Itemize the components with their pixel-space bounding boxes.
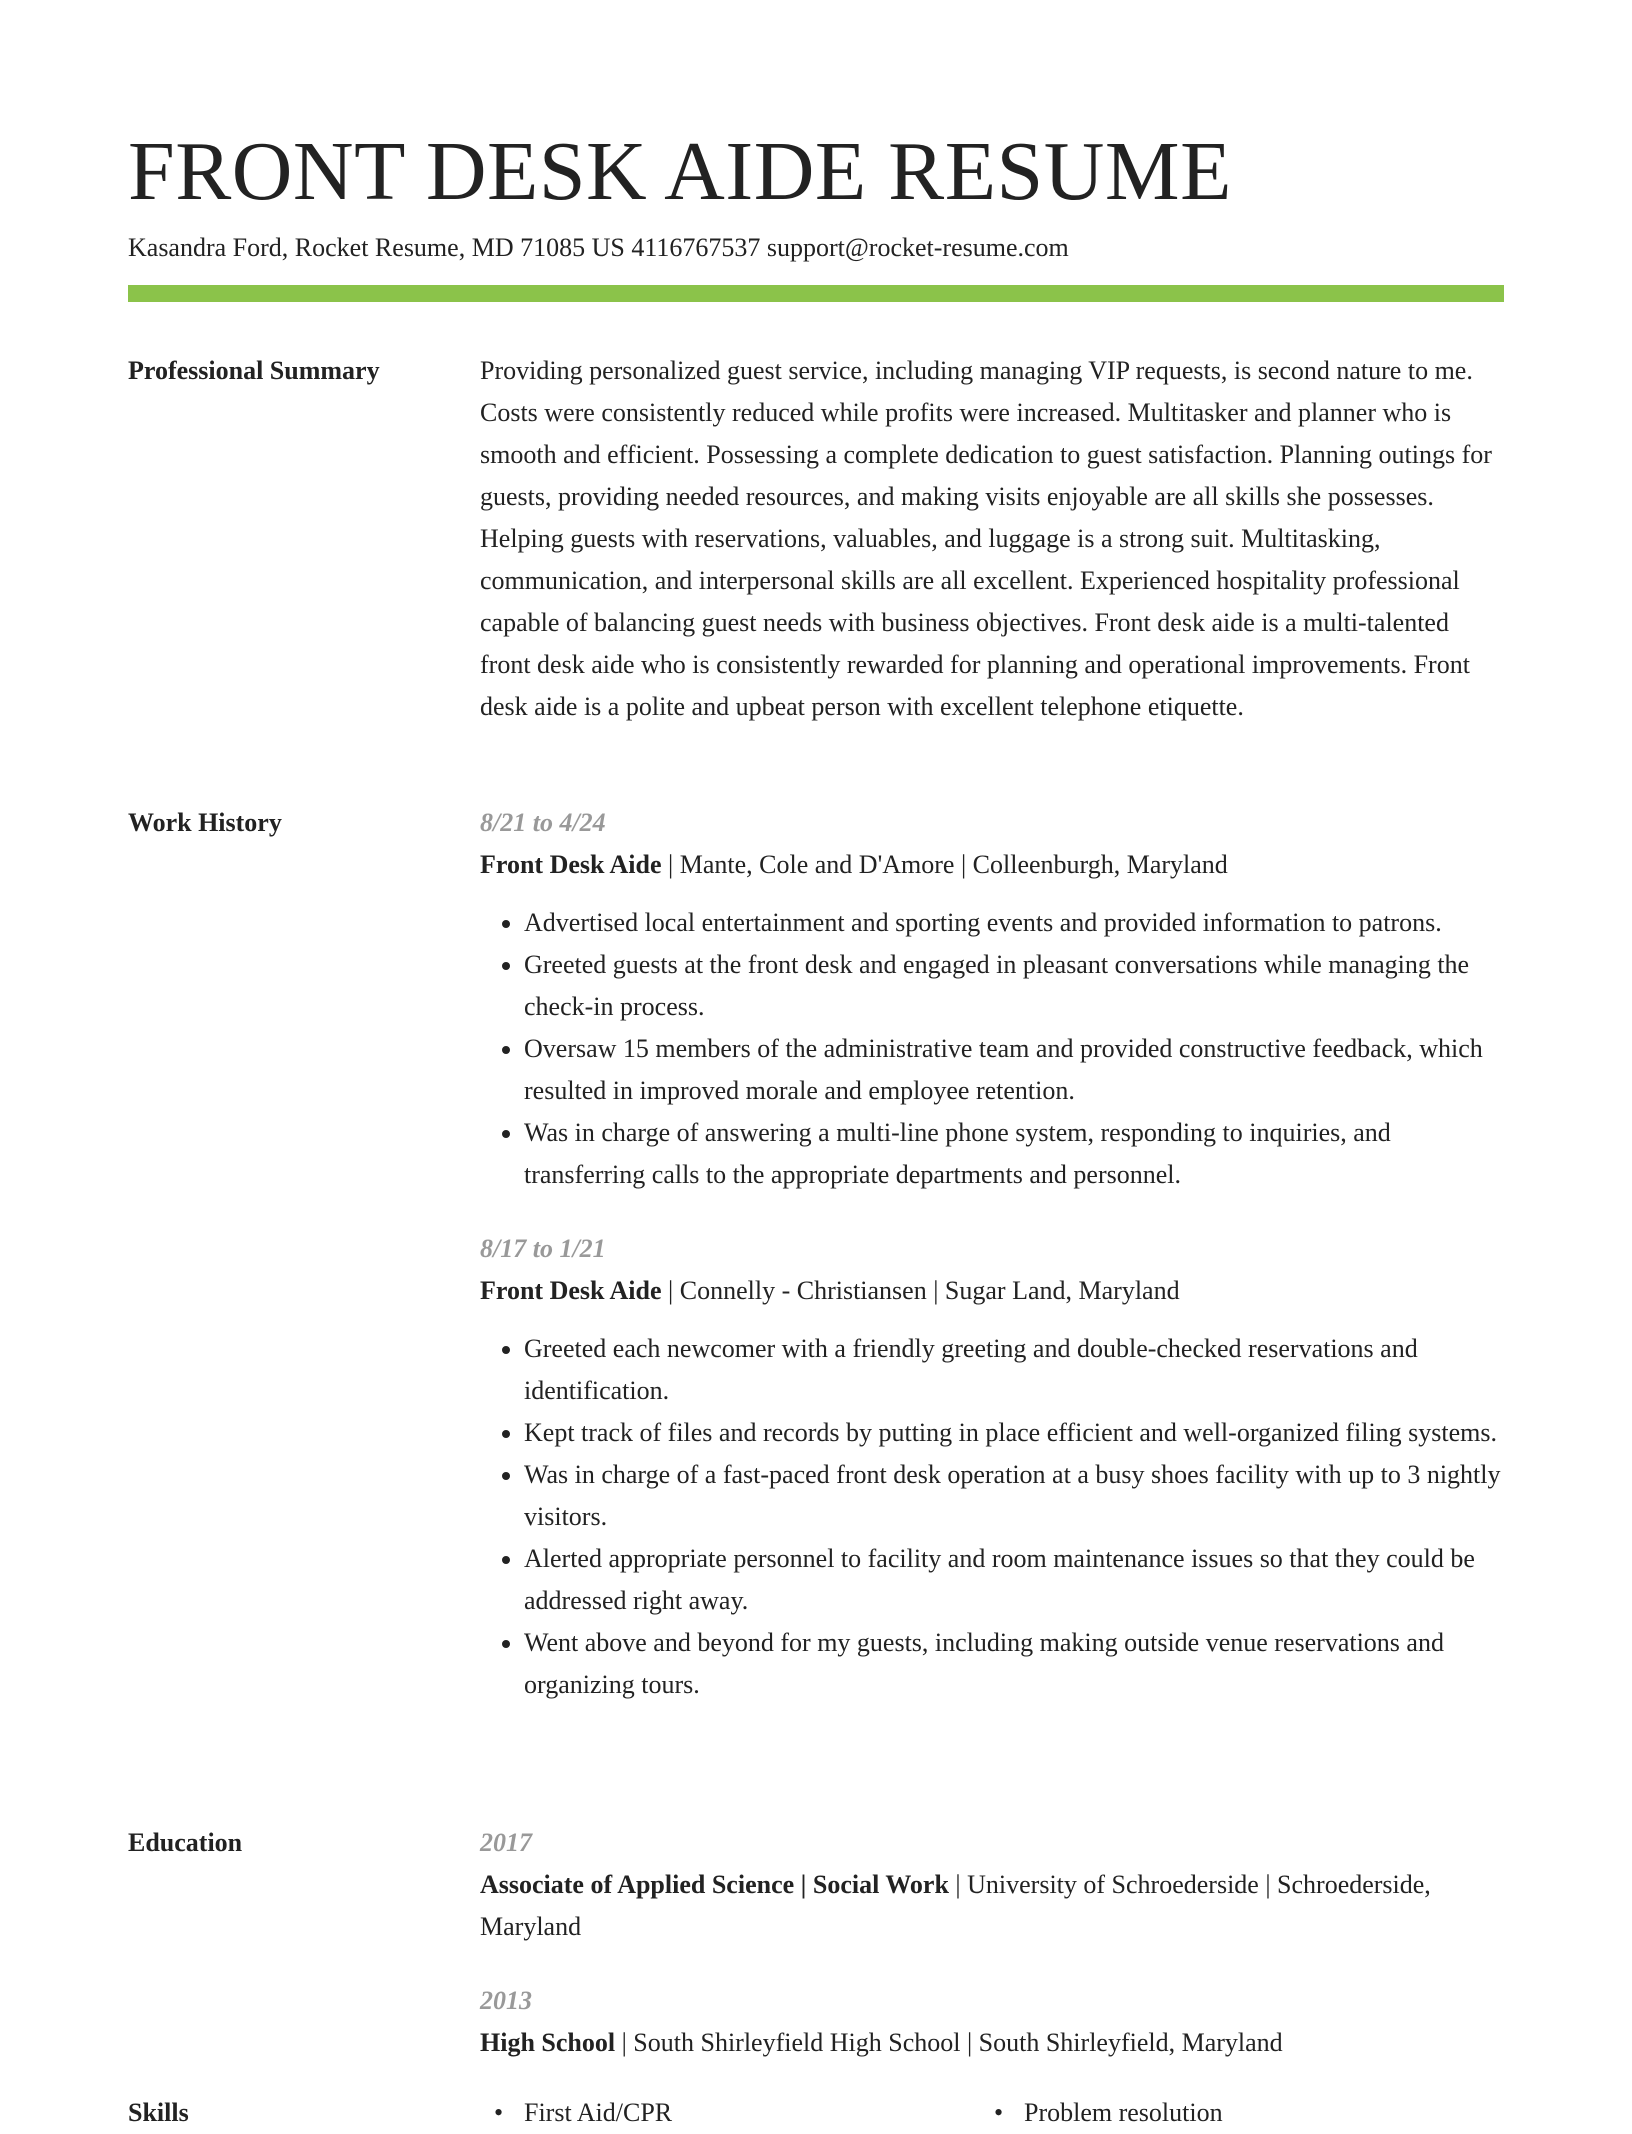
- work-history-heading: Work History: [128, 808, 282, 837]
- job-heading: [480, 844, 1504, 886]
- education-entry: [480, 1822, 1504, 1948]
- job-dates: 8/17 to 1/21: [480, 1234, 606, 1263]
- skills-heading: Skills: [128, 2098, 189, 2127]
- job-bullet: • Was in charge of answering a multi-line phone system, responding to inquiries, and transferring calls to the appropriate departments and personnel.: [524, 1112, 1504, 1196]
- job-bullet: • Greeted each newcomer with a friendly greeting and double-checked reservations and identification.: [524, 1328, 1504, 1412]
- job-entry: [480, 802, 1504, 1196]
- job-bullet: • Alerted appropriate personnel to facility and room maintenance issues so that they could be addressed right away.: [524, 1538, 1504, 1622]
- job-bullet-list: [480, 902, 1504, 1196]
- job-bullet: • Advertised local entertainment and sporting events and provided information to patrons.: [524, 902, 1504, 944]
- header-divider: [128, 285, 1504, 302]
- job-title: Front Desk Aide: [480, 1276, 662, 1305]
- job-bullet: • Was in charge of a fast-paced front desk operation at a busy shoes facility with up to 3 nightly visitors.: [524, 1454, 1504, 1538]
- job-bullet: • Oversaw 15 members of the administrative team and provided constructive feedback, which resulted in improved morale and employee retention.: [524, 1028, 1504, 1112]
- job-heading: [480, 1270, 1504, 1312]
- summary-text: Providing personalized guest service, including managing VIP requests, is second nature to me. Costs were consistently reduced while profits were increased. Multitasker and planner who is smooth and efficient. Possessing a complete dedication to guest satisfaction. Planning outings for guests, providing needed resources, and making visits enjoyable are all skills she possesses. Helping guests with reservations, valuables, and luggage is a strong suit. Multitasking, communication, and interpersonal skills are all excellent. Experienced hospitality professional capable of balancing guest needs with business objectives. Front desk aide is a multi-talented front desk aide who is consistently rewarded for planning and operational improvements. Front desk aide is a polite and upbeat person with excellent telephone etiquette.: [480, 356, 1492, 721]
- education-heading-line: [480, 1864, 1504, 1948]
- resume-title: FRONT DESK AIDE RESUME: [128, 125, 1232, 218]
- summary-heading: Professional Summary: [128, 356, 380, 385]
- skill-item: • Problem resolution: [1024, 2092, 1223, 2134]
- education-degree: High School: [480, 2028, 616, 2057]
- education-degree: Associate of Applied Science | Social Work: [480, 1870, 949, 1899]
- education-heading-line: [480, 2022, 1504, 2064]
- job-bullet-list: [480, 1328, 1504, 1706]
- job-entry: [480, 1228, 1504, 1706]
- education-school-location: | University of Schroederside | Schroederside, Maryland: [480, 1870, 1431, 1941]
- job-dates: 8/21 to 4/24: [480, 808, 606, 837]
- skill-item: • First Aid/CPR: [524, 2092, 672, 2134]
- education-school-location: | South Shirleyfield High School | South Shirleyfield, Maryland: [615, 2028, 1283, 2057]
- job-employer-location: | Mante, Cole and D'Amore | Colleenburgh, Maryland: [661, 850, 1228, 879]
- education-year: 2017: [480, 1828, 532, 1857]
- job-title: Front Desk Aide: [480, 850, 662, 879]
- job-bullet: • Went above and beyond for my guests, including making outside venue reservations and organizing tours.: [524, 1622, 1504, 1706]
- education-year: 2013: [480, 1986, 532, 2015]
- education-heading: Education: [128, 1828, 243, 1857]
- job-bullet: • Kept track of files and records by putting in place efficient and well-organized filing systems.: [524, 1412, 1504, 1454]
- contact-line: Kasandra Ford, Rocket Resume, MD 71085 US 4116767537 support@rocket-resume.com: [128, 233, 1069, 262]
- job-employer-location: | Connelly - Christiansen | Sugar Land, Maryland: [661, 1276, 1180, 1305]
- education-entry: [480, 1980, 1504, 2064]
- job-bullet: • Greeted guests at the front desk and engaged in pleasant conversations while managing the check-in process.: [524, 944, 1504, 1028]
